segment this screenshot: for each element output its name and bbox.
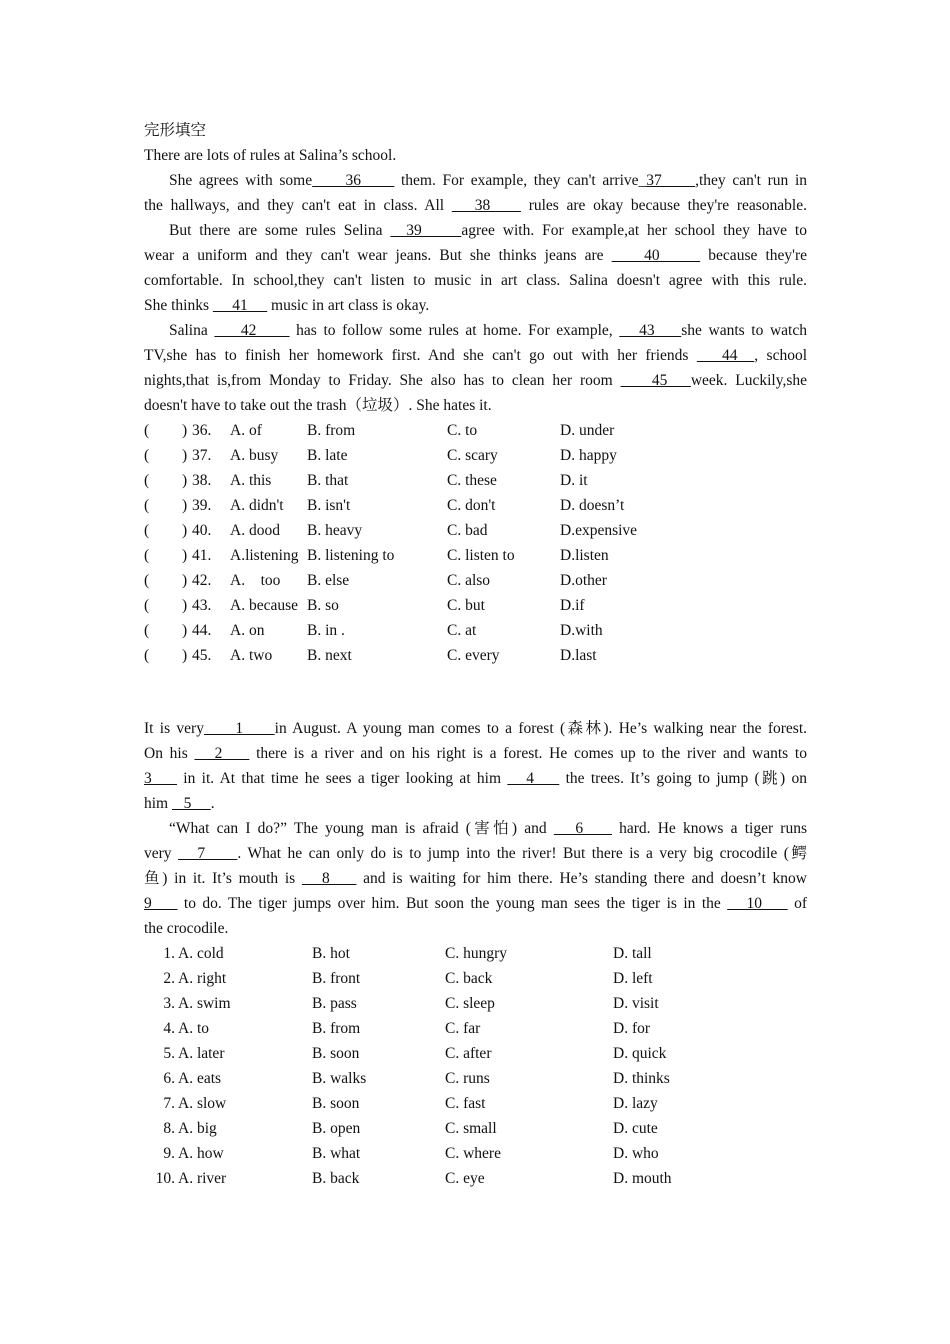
- passage-line: [144, 293, 807, 318]
- option-d: D.with: [560, 622, 603, 639]
- question-number: 1.: [163, 945, 175, 962]
- question-row: [144, 568, 807, 593]
- passage-text: him: [144, 795, 172, 812]
- option-b: B. front: [312, 970, 361, 987]
- option-a: A. cold: [178, 945, 224, 962]
- option-a: A. because: [230, 597, 298, 614]
- option-b: B. else: [307, 572, 350, 589]
- question-row: [144, 618, 807, 643]
- option-d: D. doesn’t: [560, 497, 625, 514]
- answer-blank: 9: [144, 895, 178, 912]
- passage-text: nights,that is,from Monday to Friday. She also has to clean her room: [144, 372, 621, 389]
- answer-paren-open: (: [144, 472, 150, 489]
- answer-blank: 40: [611, 247, 701, 264]
- passage-line: [144, 143, 807, 168]
- question-row: [144, 1141, 807, 1166]
- passage-text: TV,she has to finish her homework first. And she can't go out with her friends: [144, 347, 697, 364]
- answer-paren-close: ): [182, 472, 188, 489]
- option-d: D. thinks: [613, 1070, 670, 1087]
- option-c: C. after: [445, 1045, 492, 1062]
- answer-paren-close: ): [182, 447, 188, 464]
- answer-paren-close: ): [182, 547, 188, 564]
- option-a: A. didn't: [230, 497, 284, 514]
- option-d: D. who: [613, 1145, 659, 1162]
- option-a: A. right: [178, 970, 227, 987]
- option-b: B. soon: [312, 1045, 360, 1062]
- question-row: [144, 1066, 807, 1091]
- passage-line: [144, 268, 807, 293]
- option-d: D. quick: [613, 1045, 667, 1062]
- answer-paren-open: (: [144, 597, 150, 614]
- question-number: 5.: [163, 1045, 175, 1062]
- option-a: A. on: [230, 622, 265, 639]
- question-row: [144, 643, 807, 668]
- question-row: [144, 941, 807, 966]
- answer-paren-close: ): [182, 497, 188, 514]
- option-c: C. hungry: [445, 945, 507, 962]
- page-title: 完形填空: [144, 122, 207, 139]
- passage-line: [144, 766, 807, 791]
- question-number: 4.: [163, 1020, 175, 1037]
- passage-line: [144, 318, 807, 343]
- question-number: 2.: [163, 970, 175, 987]
- option-c: C. these: [447, 472, 497, 489]
- passage-line: [144, 866, 807, 891]
- option-d: D.listen: [560, 547, 609, 564]
- answer-paren-close: ): [182, 522, 188, 539]
- answer-blank: 45: [620, 372, 691, 389]
- option-c: C. but: [447, 597, 485, 614]
- answer-blank: 5: [172, 795, 211, 812]
- option-d: D.expensive: [560, 522, 638, 539]
- worksheet-page: [144, 118, 807, 1191]
- option-b: B. back: [312, 1170, 360, 1187]
- passage-text: of: [787, 895, 808, 912]
- passage-text: rules are okay because they're reasonable.: [521, 197, 807, 214]
- question-number: 43.: [192, 597, 212, 614]
- passage-line: [144, 168, 807, 193]
- option-c: C. listen to: [447, 547, 515, 564]
- question-row: [144, 1166, 807, 1191]
- question-row: [144, 543, 807, 568]
- option-c: C. fast: [445, 1095, 486, 1112]
- question-row: [144, 493, 807, 518]
- option-b: B. late: [307, 447, 348, 464]
- passage-text: She thinks: [144, 297, 213, 314]
- option-a: A. dood: [230, 522, 280, 539]
- option-d: D. it: [560, 472, 588, 489]
- question-number: 38.: [192, 472, 212, 489]
- question-row: [144, 1041, 807, 1066]
- answer-blank: 44: [696, 347, 755, 364]
- answer-blank: 2: [194, 745, 250, 762]
- passage-text: has to follow some rules at home. For example,: [289, 322, 620, 339]
- passage-text: week. Luckily,she: [690, 372, 808, 389]
- answer-blank: 38: [451, 197, 522, 214]
- passage-line: [144, 243, 807, 268]
- passage-text: “What can I do?” The young man is afraid (害怕) and: [169, 820, 554, 837]
- passage-line: [144, 368, 807, 393]
- option-d: D.last: [560, 647, 597, 664]
- option-b: B. listening to: [307, 547, 395, 564]
- option-c: C. sleep: [445, 995, 495, 1012]
- answer-blank: 10: [727, 895, 788, 912]
- question-number: 8.: [163, 1120, 175, 1137]
- question-row: [144, 966, 807, 991]
- option-c: C. runs: [445, 1070, 490, 1087]
- option-a: A. how: [178, 1145, 224, 1162]
- option-d: D.if: [560, 597, 585, 614]
- option-b: B. what: [312, 1145, 361, 1162]
- passage-text: On his: [144, 745, 195, 762]
- passage-text: the crocodile.: [144, 920, 229, 937]
- answer-paren-open: (: [144, 572, 150, 589]
- passage-text: and is waiting for him there. He’s standing there and doesn’t know: [356, 870, 807, 887]
- option-a: A. eats: [178, 1070, 222, 1087]
- answer-blank: 41: [212, 297, 268, 314]
- passage-2-text: [144, 716, 807, 941]
- option-a: A. slow: [178, 1095, 227, 1112]
- option-c: C. small: [445, 1120, 497, 1137]
- option-a: A. of: [230, 422, 262, 439]
- option-c: C. at: [447, 622, 477, 639]
- passage-text: agree with. For example,at her school they have to: [461, 222, 807, 239]
- question-row: [144, 1116, 807, 1141]
- answer-paren-open: (: [144, 522, 150, 539]
- question-number: 7.: [163, 1095, 175, 1112]
- option-c: C. don't: [447, 497, 496, 514]
- question-number: 36.: [192, 422, 212, 439]
- option-d: D. left: [613, 970, 653, 987]
- option-d: D. visit: [613, 995, 659, 1012]
- option-d: D. cute: [613, 1120, 658, 1137]
- question-row: [144, 418, 807, 443]
- passage-line: [144, 791, 807, 816]
- passage-text: wear a uniform and they can't wear jeans. But she thinks jeans are: [144, 247, 612, 264]
- passage-text: the trees. It’s going to jump (跳) on: [559, 770, 808, 787]
- option-c: C. scary: [447, 447, 498, 464]
- option-d: D. for: [613, 1020, 651, 1037]
- answer-blank: 36: [312, 172, 395, 189]
- question-number: 39.: [192, 497, 212, 514]
- passage-text: because they're: [700, 247, 807, 264]
- option-d: D. lazy: [613, 1095, 658, 1112]
- answer-paren-open: (: [144, 622, 150, 639]
- passage-line: [144, 816, 807, 841]
- option-b: B. open: [312, 1120, 361, 1137]
- question-row: [144, 593, 807, 618]
- option-a: A. to: [178, 1020, 209, 1037]
- passage-text: the hallways, and they can't eat in class. All: [144, 197, 452, 214]
- question-row: [144, 443, 807, 468]
- option-c: C. eye: [445, 1170, 485, 1187]
- passage-text: music in art class is okay.: [267, 297, 430, 314]
- option-b: B. in .: [307, 622, 345, 639]
- question-number: 10.: [155, 1170, 175, 1187]
- option-a: A. too: [230, 572, 281, 589]
- passage-text: But there are some rules Selina: [169, 222, 391, 239]
- option-d: D. mouth: [613, 1170, 672, 1187]
- option-d: D.other: [560, 572, 607, 589]
- passage-text: Salina: [169, 322, 215, 339]
- option-d: D. happy: [560, 447, 617, 464]
- passage-line: [144, 841, 807, 866]
- option-c: C. to: [447, 422, 478, 439]
- option-d: D. tall: [613, 945, 652, 962]
- question-row: [144, 518, 807, 543]
- answer-blank: 3: [144, 770, 177, 787]
- option-b: B. from: [307, 422, 356, 439]
- option-a: A. big: [178, 1120, 217, 1137]
- passage-text: ,they can't run in: [695, 172, 808, 189]
- option-a: A.listening: [230, 547, 299, 564]
- answer-paren-open: (: [144, 422, 150, 439]
- option-b: B. isn't: [307, 497, 351, 514]
- passage-line: [144, 916, 807, 941]
- passage-text: she wants to watch: [681, 322, 807, 339]
- answer-blank: 7: [178, 845, 238, 862]
- option-b: B. so: [307, 597, 339, 614]
- passage-line: [144, 218, 807, 243]
- option-b: B. next: [307, 647, 352, 664]
- passage-1-questions: [144, 418, 807, 668]
- option-a: A. swim: [178, 995, 231, 1012]
- passage-text: them. For example, they can't arrive_: [394, 172, 647, 189]
- question-number: 41.: [192, 547, 212, 564]
- option-b: B. heavy: [307, 522, 363, 539]
- passage-line: [144, 891, 807, 916]
- question-row: [144, 1091, 807, 1116]
- answer-paren-open: (: [144, 497, 150, 514]
- answer-blank: 39: [390, 222, 462, 239]
- passage-text: . What he can only do is to jump into the river! But there is a very big crocodile (鳄: [237, 845, 807, 862]
- answer-paren-close: ): [182, 597, 188, 614]
- option-a: A. river: [178, 1170, 227, 1187]
- option-a: A. two: [230, 647, 273, 664]
- answer-blank: 42: [214, 322, 290, 339]
- option-c: C. where: [445, 1145, 501, 1162]
- passage-line: [144, 343, 807, 368]
- passage-text: there is a river and on his right is a forest. He comes up to the river and wants to: [249, 745, 807, 762]
- question-number: 42.: [192, 572, 212, 589]
- answer-blank: 43: [619, 322, 682, 339]
- option-c: C. every: [447, 647, 500, 664]
- option-d: D. under: [560, 422, 615, 439]
- answer-paren-open: (: [144, 547, 150, 564]
- passage-line: [144, 393, 807, 418]
- passage-text: very: [144, 845, 178, 862]
- answer-paren-close: ): [182, 572, 188, 589]
- passage-text: It is very: [144, 720, 204, 737]
- passage-1-text: [144, 143, 807, 418]
- passage-2-questions: [144, 941, 807, 1191]
- option-c: C. far: [445, 1020, 481, 1037]
- passage-text: She agrees with some: [169, 172, 313, 189]
- answer-paren-close: ): [182, 622, 188, 639]
- option-c: C. also: [447, 572, 491, 589]
- question-row: [144, 1016, 807, 1041]
- passage-text: to do. The tiger jumps over him. But soon the young man sees the tiger is in the: [177, 895, 728, 912]
- option-b: B. pass: [312, 995, 357, 1012]
- option-c: C. back: [445, 970, 493, 987]
- answer-blank: 1: [203, 720, 275, 737]
- option-b: B. soon: [312, 1095, 360, 1112]
- question-number: 3.: [163, 995, 175, 1012]
- option-b: B. walks: [312, 1070, 367, 1087]
- option-a: A. later: [178, 1045, 225, 1062]
- option-c: C. bad: [447, 522, 488, 539]
- option-b: B. from: [312, 1020, 361, 1037]
- passage-line: [144, 741, 807, 766]
- question-number: 9.: [163, 1145, 175, 1162]
- passage-text: .: [210, 795, 215, 812]
- question-number: 40.: [192, 522, 212, 539]
- question-number: 44.: [192, 622, 212, 639]
- section-spacer: [144, 668, 807, 716]
- passage-text: comfortable. In school,they can't listen to music in art class. Salina doesn't agree with this rule.: [144, 272, 807, 289]
- question-number: 45.: [192, 647, 212, 664]
- answer-paren-close: ): [182, 422, 188, 439]
- passage-text: There are lots of rules at Salina’s school.: [144, 147, 397, 164]
- option-a: A. busy: [230, 447, 279, 464]
- passage-line: [144, 193, 807, 218]
- passage-line: [144, 716, 807, 741]
- answer-paren-open: (: [144, 447, 150, 464]
- question-number: 37.: [192, 447, 212, 464]
- question-row: [144, 991, 807, 1016]
- answer-paren-open: (: [144, 647, 150, 664]
- passage-text: in August. A young man comes to a forest (森林). He’s walking near the forest.: [274, 720, 808, 737]
- passage-text: hard. He knows a tiger runs: [611, 820, 807, 837]
- answer-blank: 37: [646, 172, 696, 189]
- passage-text: 鱼) in it. It’s mouth is: [144, 870, 302, 887]
- passage-text: , school: [754, 347, 807, 364]
- answer-blank: 8: [301, 870, 357, 887]
- passage-text: doesn't have to take out the trash（垃圾）. She hates it.: [144, 397, 492, 414]
- answer-paren-close: ): [182, 647, 188, 664]
- question-number: 6.: [163, 1070, 175, 1087]
- answer-blank: 6: [553, 820, 612, 837]
- option-a: A. this: [230, 472, 272, 489]
- question-row: [144, 468, 807, 493]
- option-b: B. that: [307, 472, 349, 489]
- option-b: B. hot: [312, 945, 350, 962]
- answer-blank: 4: [507, 770, 560, 787]
- passage-text: in it. At that time he sees a tiger looking at him: [176, 770, 508, 787]
